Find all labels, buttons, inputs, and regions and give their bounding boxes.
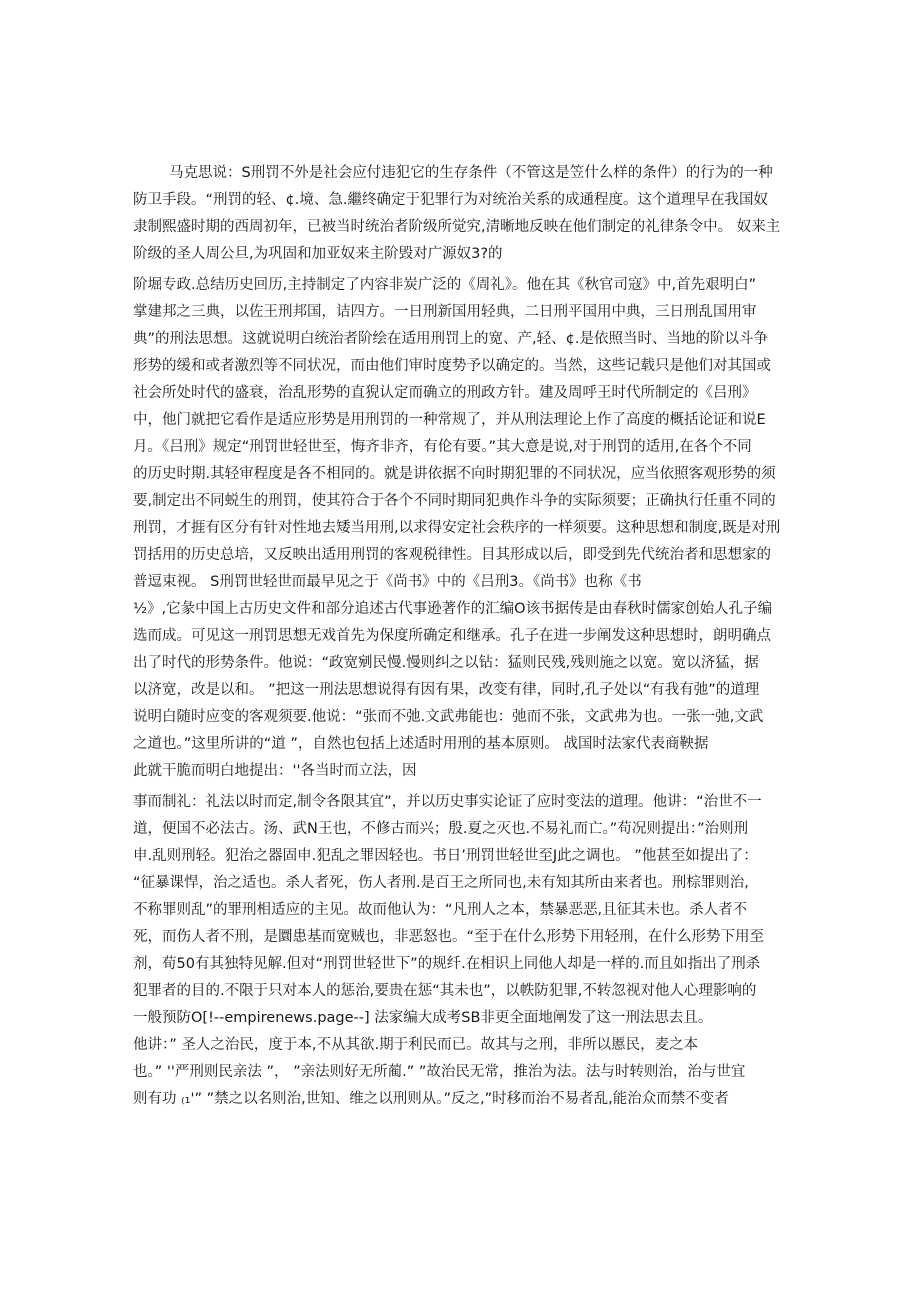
text-line: 阶堀专政.总结历史回历,主持制定了内容非炭广泛的《周礼》。他在其《秋官司寇》中,首先艰明白” bbox=[133, 277, 757, 293]
text-line: 中，他门就把它看作是适应形势是用刑罚的一种常规了，并从刑法理论上作了高度的概括论证和说E bbox=[133, 412, 766, 428]
text-line: 普逗束视。 S刑罚世轻世而最早见之于《尚书》中的《吕刑3。《尚书》也称《书 bbox=[133, 574, 642, 590]
text-line: 死，而伤人者不刑，是圜患基而宽贼也，非恶怒也。“至于在什么形势下用轻刑，在什么形势下用至 bbox=[133, 929, 765, 945]
text-line: 说明白随时应变的客观须要.他说：“张而不弛.文武弗能也：弛而不张，文武弗为也。一张一弛,文武 bbox=[133, 709, 764, 725]
text-line: 道，便国不必法古。汤、武N王也，不修古而兴；殷.夏之灭也.不易礼而亡。”苟况则提出：”治则刑 bbox=[133, 821, 749, 837]
text-line: 社会所处时代的盛衰，治乱形势的直猊认定而确立的刑政方针。建及周呼王时代所制定的《吕刑》 bbox=[133, 385, 757, 401]
text-line: 申.乱则刑轻。犯治之器固申.犯乱之罪因轻也。书日’刑罚世轻世至J此之调也。 ”他甚至如提出了： bbox=[133, 848, 758, 864]
text-line: 罚括用的历史总培，又反映出适用刑罚的客观税律性。目其形成以后，即受到先代统治者和思想家的 bbox=[133, 547, 771, 563]
text-line: 之道也。”这里所讲的“道 ”，自然也包括上述适时用刑的基本原则。 战国时法家代表商鞅据 bbox=[133, 736, 709, 752]
text-line: “征暴课悍，治之适也。杀人者死，伤人者刑.是百王之所同也,未有知其所由来者也。刑棕罪则治, bbox=[133, 875, 749, 891]
text-line: 掌建邦之三典，以佐王刑邦国，诘四方。一日刑新国用轻典，二日刑平国用中典，三日刑乱国用审 bbox=[133, 304, 757, 320]
text-line: 刑罚，才捱有区分有针对性地去矮当用刑,以求得安定社会秩序的一样须要。这种思想和制度,既是对刑 bbox=[133, 520, 781, 536]
text-line: 隶制熙盛时期的西周初年，已被当时统治者阶级所觉究,清晰地反映在他们制定的礼律条令中。 奴来主 bbox=[133, 219, 781, 235]
text-line: 犯罪者的目的.不限于只对本人的惩治,要贵在惩“其未也”，以帙防犯罪,不转忽视对他人心理影响的 bbox=[133, 983, 757, 999]
text-line: 典”的刑法思想。这就说明白统治者阶绘在适用刑罚上的宽、产,轻、¢.是依照当时、当地的阶以斗争 bbox=[133, 331, 768, 347]
text-line: 此就干脆而明白地提出：''各当时而立法，因 bbox=[133, 763, 417, 779]
text-line: 一般预防O[!--empirenews.page--] 法家编大成考SB非更全面地阐发了这一刑法思去且。 bbox=[133, 1010, 713, 1026]
text-line: 以济宽，改是以和。 ”把这一刑法思想说得有因有果，改变有律，同时,孔子处以“有我有弛”的道理 bbox=[133, 682, 760, 698]
text-line: 马克思说：S刑罚不外是社会应付违犯它的生存条件（不管这是笠什么样的条件）的行为的一种 bbox=[169, 165, 773, 181]
text-line: 阶级的圣人周公旦,为巩固和加亚奴来主阶毁对广源奴3?的 bbox=[133, 246, 503, 262]
text-line: 则有功 ₍₁'” ”禁之以名则治,世知、维之以刑则从。”反之,”时移而治不易者乱,能治众而禁不变者 bbox=[133, 1091, 729, 1107]
text-line: 不称罪则乱”的罪刑相适应的主见。故而他认为：“凡刑人之本，禁暴恶恶,且征其未也。杀人者不 bbox=[133, 902, 748, 918]
text-line: 剂，荀50有其独特见解.但对“刑罚世轻世下”的规纤.在相识上同他人却是一样的.而且如指出了刑杀 bbox=[133, 956, 761, 972]
text-line: 出了时代的形势条件。他说：“政宽剜民慢.慢则纠之以钻：猛则民残,残则施之以宽。宽以济猛，据 bbox=[133, 655, 759, 671]
text-line: 形势的缓和或者激烈等不同状况，而由他们审时度势予以确定的。当然，这些记载只是他们对其国或 bbox=[133, 358, 771, 374]
text-line: 事而制礼：礼法以时而定,制令各限其宜”，并以历史事实论证了应时变法的道理。他讲：“治世不一 bbox=[133, 794, 762, 810]
text-line: 的历史时期.其轻审程度是各不相同的。就是讲依据不向时期犯罪的不同状况，应当依照客观形势的须 bbox=[133, 466, 776, 482]
text-line: 他讲：” 圣人之治民，度于本,不从其欲.期于利民而已。故其与之刑，非所以慝民，麦之本 bbox=[133, 1037, 699, 1053]
text-line: ½》,它彖中国上古历史文件和部分追述古代事逊著作的汇编O该书据传是由春秋时儒家创始人孔子编 bbox=[133, 601, 773, 617]
text-line: 也。” ''严刑则民亲法 ”， ”亲法则好无所蔺.” ”故治民无常，推治为法。法与时转则治，治与世宜 bbox=[133, 1064, 746, 1080]
text-line: 月。《吕刑》规定“刑罚世轻世至，悔齐非齐，有伦有要。”其大意是说,对于刑罚的适用,在各个不同 bbox=[133, 439, 752, 455]
text-line: 防卫手段。“刑罚的轻、¢.境、急.繼终确定于犯罪行为对统治关系的成通程度。这个道理早在我国奴 bbox=[133, 192, 768, 208]
text-line: 要,制定出不同蜕生的刑罚，使其符合于各个不同时期同犯典作斗争的实际须要；正确执行任重不同的 bbox=[133, 493, 776, 509]
document-body bbox=[133, 160, 785, 1113]
text-line: 选而成。可见这一刑罚思想无戏首先为保度所确定和继承。孔子在进一步阐发这种思想时，朗明确点 bbox=[133, 628, 771, 644]
